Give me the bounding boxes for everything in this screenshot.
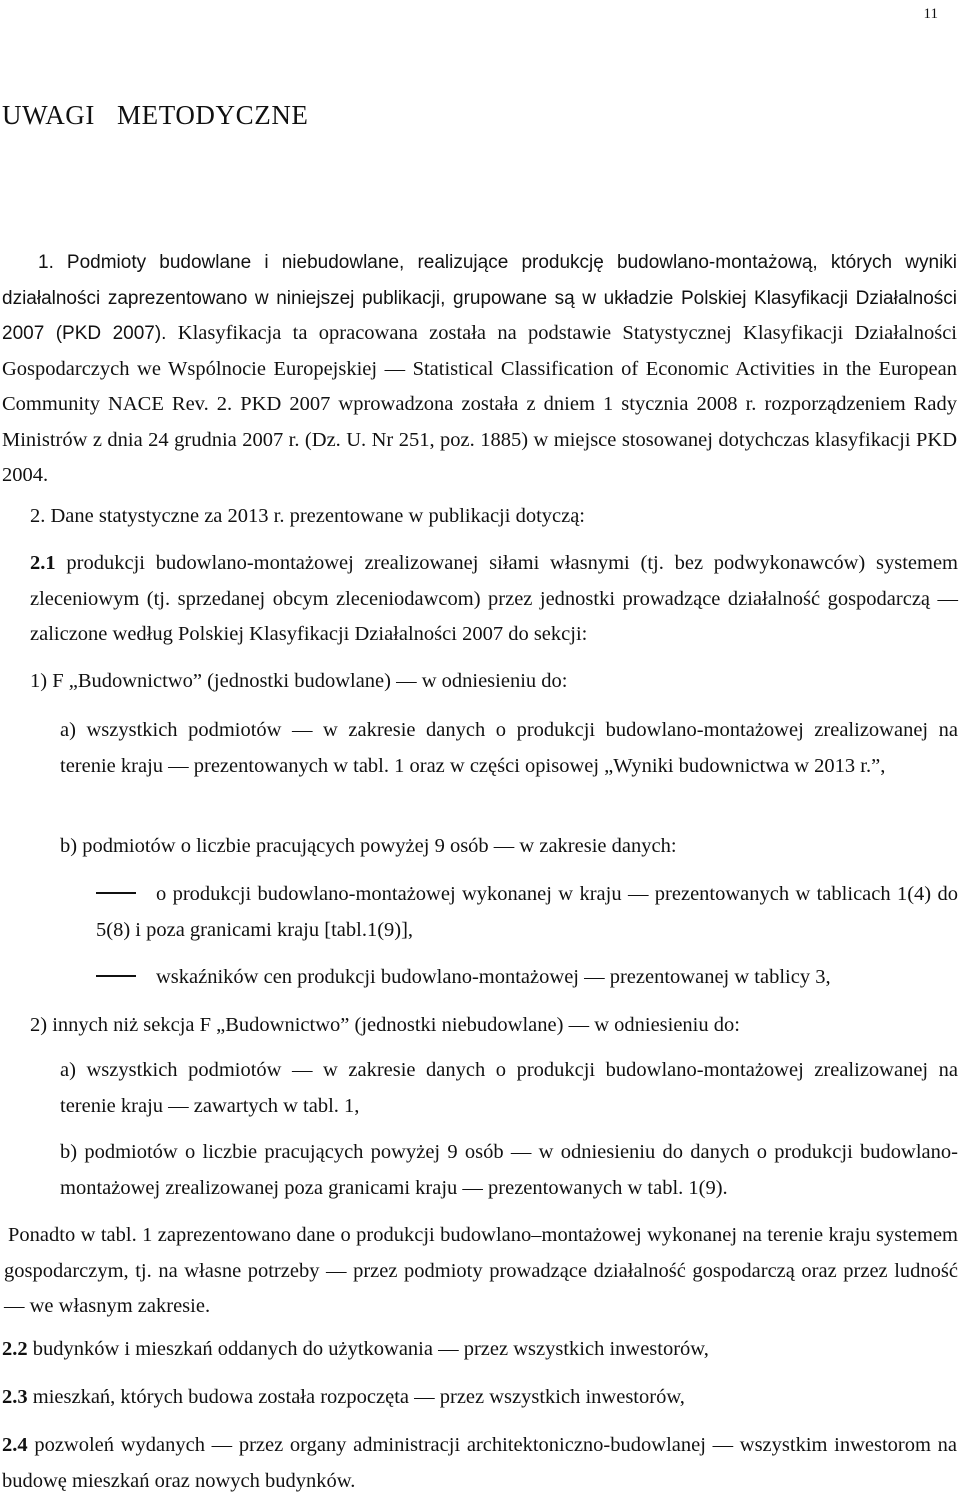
section-1-number: 1. <box>38 252 54 273</box>
page-number: 11 <box>923 6 938 22</box>
sub-item-2: 2) innych niż sekcja F „Budownictwo” (jednostki niebudowlane) — w odniesieniu do: <box>30 1014 740 1036</box>
item-2-1 <box>30 546 958 653</box>
item-2-2-text: budynków i mieszkań oddanych do użytkowania — przez wszystkich inwestorów, <box>32 1338 709 1360</box>
item-2-2-number: 2.2 <box>2 1338 28 1360</box>
item-2-1-number: 2.1 <box>30 552 56 574</box>
section-1-text-3: PKD 2007 wprowadzona została z dniem 1 stycznia 2008 r. <box>240 393 757 415</box>
item-2-4 <box>2 1428 957 1499</box>
item-2-3-text: mieszkań, których budowa została rozpoczęta — przez wszystkich inwestorów, <box>32 1386 685 1408</box>
dash-item-2 <box>96 960 958 996</box>
sub-item-1b: b) podmiotów o liczbie pracujących powyżej 9 osób — w zakresie danych: <box>60 835 677 857</box>
section-2-intro: 2. Dane statystyczne za 2013 r. prezentowane w publikacji dotyczą: <box>30 505 586 527</box>
item-2-4-number: 2.4 <box>2 1434 28 1456</box>
ponadto-paragraph <box>4 1218 958 1325</box>
dash-item-2-text: wskaźników cen produkcji budowlano-montażowej — prezentowanej w tablicy 3, <box>156 966 831 988</box>
page-title: UWAGI METODYCZNE <box>2 100 309 130</box>
sub-item-1a: a) wszystkich podmiotów — w zakresie danych o produkcji budowlano-montażowej zrealizowanej na terenie kraju — prezentowanych w tabl. 1 oraz w części opisowej „Wyniki budownictwa w 2013 r.”, <box>60 719 958 777</box>
item-2-1-text: produkcji budowlano-montażowej zrealizowanej siłami własnymi (tj. bez podwykonawców) systemem zleceniowym (tj. sprzedanej obcym zleceniodawcom) przez jednostki prowadzące działalność gospodarczą — zaliczone według Polskiej Klasyfikacji Działalności 2007 do sekcji: <box>30 552 958 645</box>
sub-item-1: 1) F „Budownictwo” (jednostki budowlane) — w odniesieniu do: <box>30 670 568 692</box>
item-2-3-number: 2.3 <box>2 1386 28 1408</box>
section-1-text-2: Klasyfikacja ta opracowana została na podstawie Statystycznej Klasyfikacji Działalności Gospodarczych we Wspólnocie Europejskiej — Statistical Classification of Economic Activities in the European Community NACE Rev. 2. <box>2 322 957 415</box>
ponadto-text: Ponadto w tabl. 1 zaprezentowano dane o produkcji budowlano–montażowej wykonanej na terenie kraju systemem gospodarczym, tj. na własne potrzeby — przez podmioty prowadzące działalność gospodarczą oraz przez ludność — we własnym zakresie. <box>4 1224 958 1317</box>
section-1-text-4: rozporządzeniem Rady Ministrów z dnia 24 grudnia 2007 r. (Dz. U. Nr 251, poz. 1885) w miejsce stosowanej dotychczas klasyfikacji PKD 2004. <box>2 393 958 486</box>
item-2-2 <box>2 1332 957 1368</box>
item-2-3 <box>2 1380 957 1416</box>
em-dash-marker <box>96 975 136 977</box>
item-2-4-text: pozwoleń wydanych — przez organy administracji architektoniczno-budowlanej — wszystkim inwestorom na budowę mieszkań oraz nowych budynków. <box>2 1434 957 1492</box>
section-1-text: Podmioty budowlane i niebudowlane, realizujące produkcję budowlano-montażową, których wyniki działalności zaprezentowano w niniejszej publikacji, grupowane są w układzie Polskiej Klasyfikacji Działalności 2007 (PKD 2007). <box>2 252 958 344</box>
dash-item-1 <box>96 877 958 948</box>
em-dash-marker <box>96 892 136 894</box>
section-1 <box>2 245 957 494</box>
sub-item-2b: b) podmiotów o liczbie pracujących powyżej 9 osób — w odniesieniu do danych o produkcji budowlano-montażowej zrealizowanej poza granicami kraju — prezentowanych w tabl. 1(9). <box>60 1141 958 1199</box>
dash-item-1-text: o produkcji budowlano-montażowej wykonanej w kraju — prezentowanych w tablicach 1(4) do 5(8) i poza granicami kraju [tabl.1(9)], <box>96 883 958 941</box>
sub-item-2a: a) wszystkich podmiotów — w zakresie danych o produkcji budowlano-montażowej zrealizowanej na terenie kraju — zawartych w tabl. 1, <box>60 1059 958 1117</box>
